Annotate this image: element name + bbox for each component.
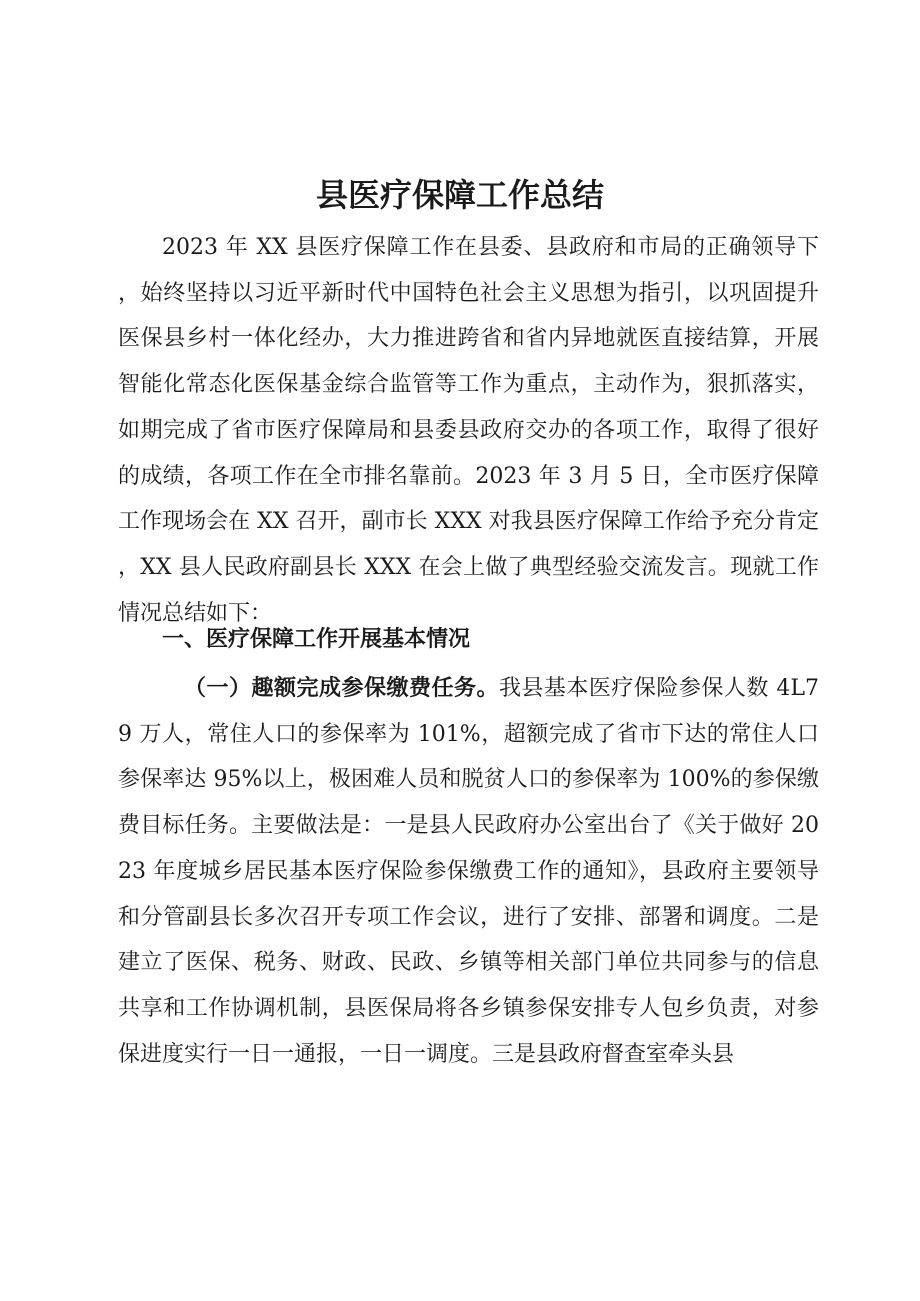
intro-paragraph: 2023 年 XX 县医疗保障工作在县委、县政府和市局的正确领导下，始终坚持以习近平新时代中国特色社会主义思想为指引，以巩固提升医保县乡村一体化经办，大力推进跨省和省内异地就医直接结算，开展智能化常态化医保基金综合监管等工作为重点，主动作为，狠抓落实，如期完成了省市医疗保障局和县委县政府交办的各项工作，取得了很好的成绩，各项工作在全市排名靠前。2023 年 3 月 5 日，全市医疗保障工作现场会在 XX 召开，副市长 XXX 对我县医疗保障工作给予充分肯定，XX 县人民政府副县长 XXX 在会上做了典型经验交流发言。现就工作情况总结如下： [118, 235, 819, 626]
section-heading-1: 一、医疗保障工作开展基本情况 [162, 627, 471, 652]
subsection-1-paragraph [118, 666, 819, 1077]
subsection-1-heading: （一）趣额完成参保缴费任务。 [184, 676, 499, 701]
document-title: 县医疗保障工作总结 [315, 176, 604, 214]
subsection-1-text: 我县基本医疗保险参保人数 4L79 万人，常住人口的参保率为 101%，超额完成了省市下达的常住人口参保率达 95%以上，极困难人员和脱贫人口的参保率为 100%的参保缴费目标任务。主要做法是：一是县人民政府办公室出台了《关于做好 2023 年度城乡居民基本医疗保险参保缴费工作的通知》，县政府主要领导和分管副县长多次召开专项工作会议，进行了安排、部署和调度。二是建立了医保、税务、财政、民政、乡镇等相关部门单位共同参与的信息共享和工作协调机制，县医保局将各乡镇参保安排专人包乡负责，对参保进度实行一日一通报，一日一调度。三是县政府督查室牵头县 [118, 676, 819, 1067]
